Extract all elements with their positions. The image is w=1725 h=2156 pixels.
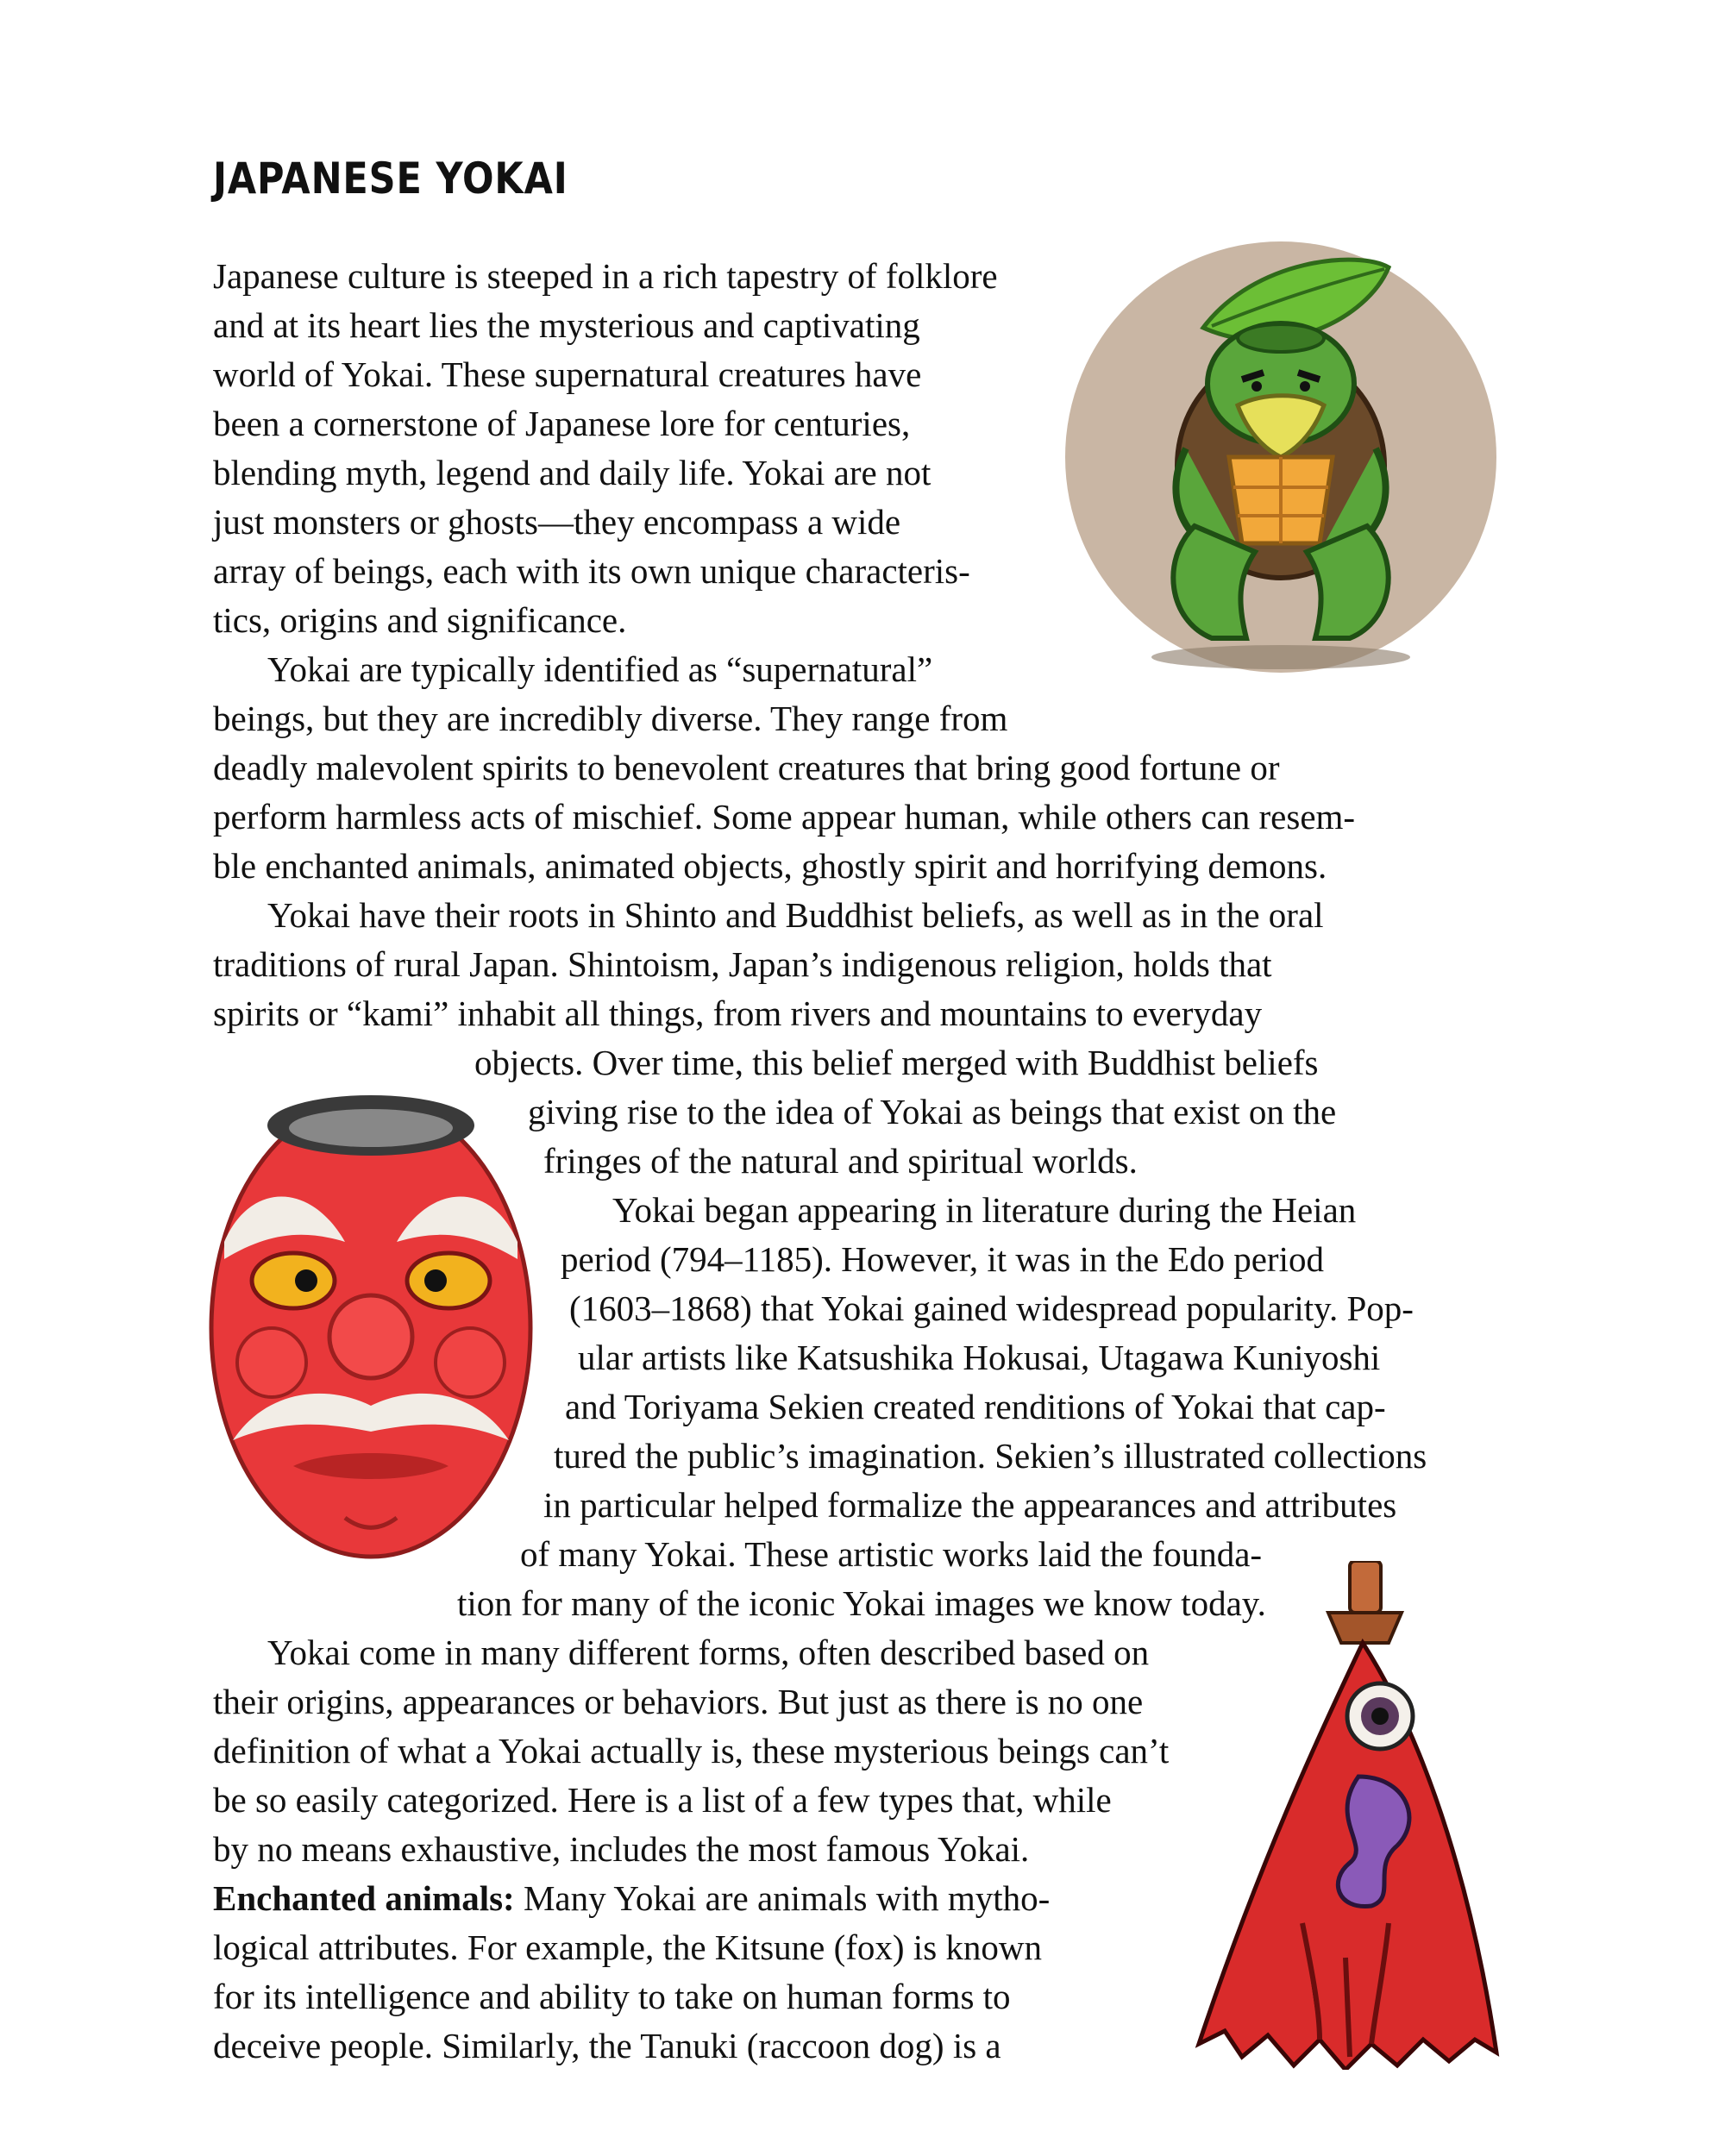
kappa-illustration bbox=[1065, 241, 1496, 673]
text-line: Japanese culture is steeped in a rich tapestry of folklore bbox=[213, 256, 998, 296]
term-text: Many Yokai are animals with mytho- bbox=[523, 1878, 1051, 1918]
text-line: fringes of the natural and spiritual worlds. bbox=[543, 1141, 1138, 1181]
text-line: for its intelligence and ability to take on human forms to bbox=[213, 1977, 1011, 2016]
text-line: in particular helped formalize the appearances and attributes bbox=[543, 1485, 1397, 1525]
page-title: JAPANESE YOKAI bbox=[213, 154, 568, 204]
text-line: and at its heart lies the mysterious and captivating bbox=[213, 305, 920, 345]
text-line: beings, but they are incredibly diverse. They range from bbox=[213, 699, 1008, 738]
text-line: tics, origins and significance. bbox=[213, 600, 627, 640]
text-line: Yokai have their roots in Shinto and Buddhist beliefs, as well as in the oral bbox=[267, 895, 1324, 935]
text-line: array of beings, each with its own unique characteris- bbox=[213, 551, 970, 591]
text-line: tion for many of the iconic Yokai images we know today. bbox=[457, 1583, 1266, 1623]
text-line: tured the public’s imagination. Sekien’s illustrated collections bbox=[554, 1436, 1427, 1476]
text-line: blending myth, legend and daily life. Yokai are not bbox=[213, 453, 932, 492]
text-line bbox=[213, 1878, 1051, 1918]
text-line: logical attributes. For example, the Kitsune (fox) is known bbox=[213, 1927, 1043, 1967]
text-line: traditions of rural Japan. Shintoism, Japan’s indigenous religion, holds that bbox=[213, 944, 1272, 984]
one-eyed-yokai-illustration bbox=[1190, 1561, 1501, 2070]
text-line: spirits or “kami” inhabit all things, from rivers and mountains to everyday bbox=[213, 993, 1263, 1033]
text-line: definition of what a Yokai actually is, these mysterious beings can’t bbox=[213, 1731, 1170, 1771]
text-line: objects. Over time, this belief merged with Buddhist beliefs bbox=[474, 1043, 1319, 1082]
text-line: Yokai are typically identified as “supernatural” bbox=[267, 649, 933, 689]
text-line: ble enchanted animals, animated objects, ghostly spirit and horrifying demons. bbox=[213, 846, 1327, 886]
text-line: deadly malevolent spirits to benevolent creatures that bring good fortune or bbox=[213, 748, 1280, 787]
text-line: giving rise to the idea of Yokai as beings that exist on the bbox=[528, 1092, 1337, 1131]
text-line: and Toriyama Sekien created renditions of Yokai that cap- bbox=[565, 1387, 1386, 1426]
text-line: world of Yokai. These supernatural creatures have bbox=[213, 354, 922, 394]
text-line: ular artists like Katsushika Hokusai, Utagawa Kuniyoshi bbox=[578, 1338, 1381, 1377]
text-line: (1603–1868) that Yokai gained widespread popularity. Pop- bbox=[569, 1288, 1414, 1328]
text-line: period (794–1185). However, it was in the Edo period bbox=[561, 1239, 1324, 1279]
text-line: Yokai come in many different forms, often described based on bbox=[267, 1633, 1150, 1672]
tengu-mask-illustration bbox=[198, 1078, 543, 1561]
text-line: of many Yokai. These artistic works laid the founda- bbox=[520, 1534, 1263, 1574]
text-line: by no means exhaustive, includes the most famous Yokai. bbox=[213, 1829, 1030, 1869]
text-line: perform harmless acts of mischief. Some appear human, while others can resem- bbox=[213, 797, 1356, 837]
term-heading: Enchanted animals: bbox=[213, 1878, 515, 1918]
text-line: been a cornerstone of Japanese lore for centuries, bbox=[213, 404, 911, 443]
text-line: be so easily categorized. Here is a list of a few types that, while bbox=[213, 1780, 1112, 1820]
text-line: their origins, appearances or behaviors. But just as there is no one bbox=[213, 1682, 1144, 1721]
text-line: deceive people. Similarly, the Tanuki (raccoon dog) is a bbox=[213, 2026, 1001, 2065]
text-line: just monsters or ghosts—they encompass a wide bbox=[213, 502, 901, 542]
text-line: Yokai began appearing in literature during the Heian bbox=[612, 1190, 1357, 1230]
